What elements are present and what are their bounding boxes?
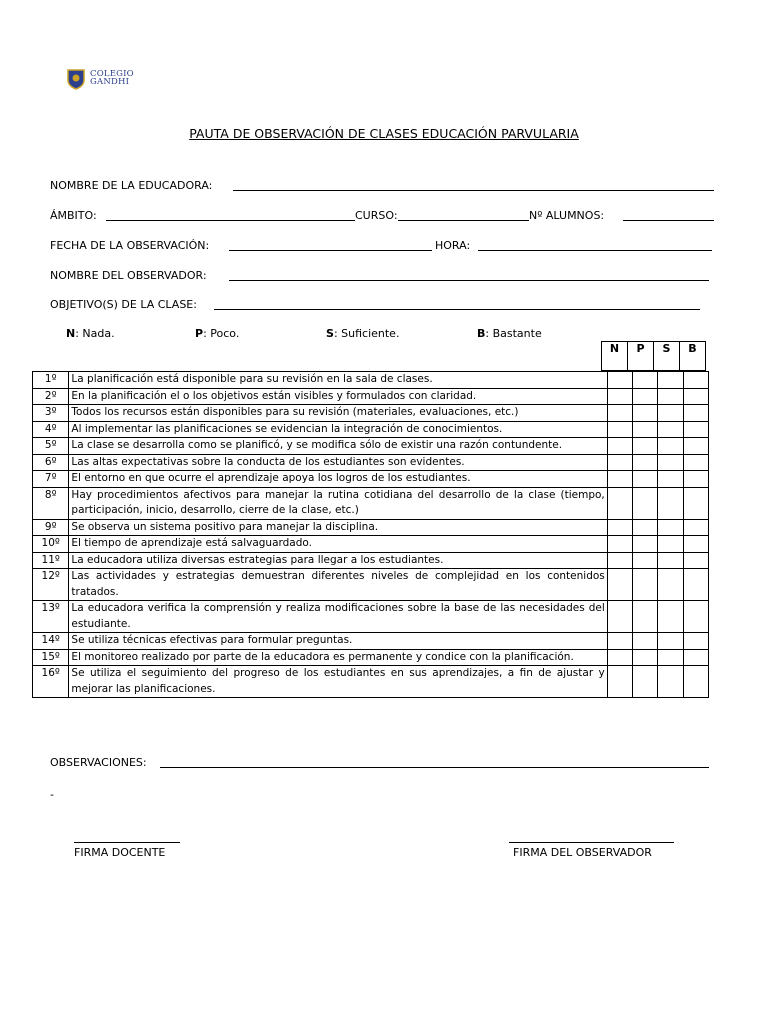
- criterion-number: 6º: [33, 454, 69, 471]
- criterion-text: Las actividades y estrategias demuestran diferentes niveles de complejidad en los contenidos tratados.: [69, 569, 607, 601]
- input-line-educadora[interactable]: [233, 190, 714, 191]
- criterion-number: 10º: [33, 536, 69, 553]
- criterion-number: 8º: [33, 487, 69, 519]
- criterion-number: 12º: [33, 569, 69, 601]
- rating-cell-b[interactable]: [683, 438, 708, 455]
- logo-line2: GANDHI: [90, 77, 130, 87]
- criterion-text: Todos los recursos están disponibles para su revisión (materiales, evaluaciones, etc.): [69, 405, 607, 422]
- criterion-number: 7º: [33, 471, 69, 488]
- rating-cell-n[interactable]: [607, 666, 632, 698]
- label-alumnos: Nº ALUMNOS:: [529, 209, 605, 222]
- criterion-text: El monitoreo realizado por parte de la educadora es permanente y condice con la planificación.: [69, 649, 607, 666]
- rating-cell-p[interactable]: [633, 388, 658, 405]
- table-row: [33, 649, 709, 666]
- rating-cell-b[interactable]: [683, 454, 708, 471]
- table-row: [33, 372, 709, 389]
- rating-cell-p[interactable]: [633, 372, 658, 389]
- rating-cell-p[interactable]: [633, 601, 658, 633]
- criterion-number: 4º: [33, 421, 69, 438]
- dash-mark: -: [50, 788, 54, 801]
- criterion-text: Se utiliza el seguimiento del progreso de los estudiantes en sus aprendizajes, a fin de ajustar y mejorar las planificaciones.: [69, 666, 607, 698]
- criterion-number: 13º: [33, 601, 69, 633]
- table-row: [33, 405, 709, 422]
- rating-cell-n[interactable]: [607, 421, 632, 438]
- label-observador: NOMBRE DEL OBSERVADOR:: [50, 269, 207, 282]
- rating-cell-s[interactable]: [658, 601, 683, 633]
- label-objetivo: OBJETIVO(S) DE LA CLASE:: [50, 298, 197, 311]
- signature-line-docente[interactable]: [74, 842, 180, 843]
- rating-cell-s[interactable]: [658, 438, 683, 455]
- table-row: [33, 601, 709, 633]
- signature-label-docente: FIRMA DOCENTE: [74, 846, 166, 859]
- rating-cell-s[interactable]: [658, 471, 683, 488]
- rating-cell-b[interactable]: [683, 405, 708, 422]
- rating-cell-b[interactable]: [683, 536, 708, 553]
- table-row: [33, 471, 709, 488]
- table-row: [33, 666, 709, 698]
- logo-text: [90, 70, 134, 86]
- rating-cell-s[interactable]: [658, 569, 683, 601]
- scale-header-b: B: [680, 342, 706, 371]
- legend-text: : Poco.: [203, 327, 240, 340]
- input-line-observador[interactable]: [229, 280, 709, 281]
- rating-cell-b[interactable]: [683, 633, 708, 650]
- rating-cell-s[interactable]: [658, 649, 683, 666]
- rating-cell-n[interactable]: [607, 536, 632, 553]
- input-line-ambito[interactable]: [106, 220, 355, 221]
- table-row: [33, 454, 709, 471]
- page-title: PAUTA DE OBSERVACIÓN DE CLASES EDUCACIÓN PARVULARIA: [189, 126, 579, 141]
- rating-cell-n[interactable]: [607, 633, 632, 650]
- criterion-text: La educadora verifica la comprensión y realiza modificaciones sobre la base de las necesidades del estudiante.: [69, 601, 607, 633]
- rating-cell-n[interactable]: [607, 601, 632, 633]
- legend-text: : Bastante: [485, 327, 542, 340]
- logo-line1: COLEGIO: [90, 69, 134, 79]
- rating-cell-p[interactable]: [633, 666, 658, 698]
- table-row: [33, 438, 709, 455]
- criterion-text: Se observa un sistema positivo para manejar la disciplina.: [69, 519, 607, 536]
- rating-cell-s[interactable]: [658, 388, 683, 405]
- rating-cell-p[interactable]: [633, 438, 658, 455]
- label-hora: HORA:: [435, 239, 471, 252]
- criterion-number: 1º: [33, 372, 69, 389]
- rating-cell-n[interactable]: [607, 471, 632, 488]
- criterion-number: 9º: [33, 519, 69, 536]
- rating-cell-s[interactable]: [658, 405, 683, 422]
- rating-cell-b[interactable]: [683, 649, 708, 666]
- criterion-text: Las altas expectativas sobre la conducta de los estudiantes son evidentes.: [69, 454, 607, 471]
- rating-cell-b[interactable]: [683, 519, 708, 536]
- rating-cell-n[interactable]: [607, 552, 632, 569]
- scale-header-n: N: [602, 342, 628, 371]
- legend-key: B: [477, 327, 486, 340]
- rating-cell-n[interactable]: [607, 454, 632, 471]
- criterion-text: El tiempo de aprendizaje está salvaguardado.: [69, 536, 607, 553]
- legend-text: : Suficiente.: [333, 327, 400, 340]
- table-row: [33, 519, 709, 536]
- input-line-alumnos[interactable]: [623, 220, 714, 221]
- rating-cell-n[interactable]: [607, 569, 632, 601]
- criterion-text: En la planificación el o los objetivos están visibles y formulados con claridad.: [69, 388, 607, 405]
- rating-cell-p[interactable]: [633, 552, 658, 569]
- rating-cell-s[interactable]: [658, 372, 683, 389]
- scale-header: [601, 341, 706, 371]
- rating-cell-b[interactable]: [683, 372, 708, 389]
- table-row: [33, 569, 709, 601]
- criterion-text: La clase se desarrolla como se planificó, y se modifica sólo de existir una razón contundente.: [69, 438, 607, 455]
- input-line-objetivo[interactable]: [214, 309, 700, 310]
- criterion-text: El entorno en que ocurre el aprendizaje apoya los logros de los estudiantes.: [69, 471, 607, 488]
- table-row: [33, 536, 709, 553]
- rating-cell-p[interactable]: [633, 633, 658, 650]
- rating-cell-b[interactable]: [683, 388, 708, 405]
- rating-cell-n[interactable]: [607, 388, 632, 405]
- legend-s: [326, 327, 399, 340]
- legend-key: S: [326, 327, 334, 340]
- legend-text: : Nada.: [75, 327, 115, 340]
- legend-key: P: [195, 327, 204, 340]
- table-row: [33, 388, 709, 405]
- table-row: [33, 552, 709, 569]
- rating-cell-s[interactable]: [658, 552, 683, 569]
- table-row: [33, 421, 709, 438]
- criterion-text: Se utiliza técnicas efectivas para formular preguntas.: [69, 633, 607, 650]
- legend-b: [477, 327, 542, 340]
- rating-cell-s[interactable]: [658, 421, 683, 438]
- rating-cell-n[interactable]: [607, 649, 632, 666]
- shield-icon: [66, 68, 86, 90]
- rating-cell-p[interactable]: [633, 487, 658, 519]
- label-curso: CURSO:: [355, 209, 398, 222]
- rating-cell-p[interactable]: [633, 536, 658, 553]
- criterion-number: 15º: [33, 649, 69, 666]
- rating-cell-p[interactable]: [633, 421, 658, 438]
- criterion-number: 2º: [33, 388, 69, 405]
- criterion-text: Al implementar las planificaciones se evidencian la integración de conocimientos.: [69, 421, 607, 438]
- rating-cell-s[interactable]: [658, 633, 683, 650]
- rating-cell-b[interactable]: [683, 471, 708, 488]
- input-line-observaciones[interactable]: [160, 767, 709, 768]
- rating-cell-s[interactable]: [658, 666, 683, 698]
- rating-cell-b[interactable]: [683, 487, 708, 519]
- criterion-number: 5º: [33, 438, 69, 455]
- criterion-number: 16º: [33, 666, 69, 698]
- criterion-number: 3º: [33, 405, 69, 422]
- rating-cell-p[interactable]: [633, 649, 658, 666]
- criterion-text: Hay procedimientos afectivos para manejar la rutina cotidiana del desarrollo de la clase (tiempo, participación, inicio, desarrollo, cierre de la clase, etc.): [69, 487, 607, 519]
- criterion-number: 11º: [33, 552, 69, 569]
- scale-header-p: P: [628, 342, 654, 371]
- input-line-fecha[interactable]: [229, 250, 432, 251]
- rating-cell-n[interactable]: [607, 405, 632, 422]
- rating-cell-b[interactable]: [683, 552, 708, 569]
- rating-cell-s[interactable]: [658, 519, 683, 536]
- label-ambito: ÁMBITO:: [50, 209, 97, 222]
- rating-cell-p[interactable]: [633, 569, 658, 601]
- rating-cell-p[interactable]: [633, 519, 658, 536]
- rating-cell-b[interactable]: [683, 569, 708, 601]
- rating-cell-b[interactable]: [683, 421, 708, 438]
- legend-p: [195, 327, 239, 340]
- label-fecha: FECHA DE LA OBSERVACIÓN:: [50, 239, 210, 252]
- input-line-curso[interactable]: [398, 220, 529, 221]
- criterion-text: La educadora utiliza diversas estrategias para llegar a los estudiantes.: [69, 552, 607, 569]
- legend-n: [66, 327, 115, 340]
- rating-cell-b[interactable]: [683, 601, 708, 633]
- rating-cell-p[interactable]: [633, 405, 658, 422]
- rating-cell-n[interactable]: [607, 372, 632, 389]
- rating-cell-p[interactable]: [633, 471, 658, 488]
- rating-cell-s[interactable]: [658, 454, 683, 471]
- scale-header-s: S: [654, 342, 680, 371]
- criterion-number: 14º: [33, 633, 69, 650]
- rating-cell-b[interactable]: [683, 666, 708, 698]
- legend-key: N: [66, 327, 76, 340]
- label-observaciones: OBSERVACIONES:: [50, 756, 147, 769]
- rating-cell-n[interactable]: [607, 487, 632, 519]
- rating-cell-p[interactable]: [633, 454, 658, 471]
- criteria-table: [32, 371, 709, 698]
- label-educadora: NOMBRE DE LA EDUCADORA:: [50, 179, 213, 192]
- rating-cell-s[interactable]: [658, 536, 683, 553]
- signature-label-observador: FIRMA DEL OBSERVADOR: [513, 846, 652, 859]
- criterion-text: La planificación está disponible para su revisión en la sala de clases.: [69, 372, 607, 389]
- table-row: [33, 487, 709, 519]
- rating-cell-n[interactable]: [607, 519, 632, 536]
- rating-cell-s[interactable]: [658, 487, 683, 519]
- rating-cell-n[interactable]: [607, 438, 632, 455]
- signature-line-observador[interactable]: [509, 842, 674, 843]
- school-logo: [66, 68, 146, 90]
- table-row: [33, 633, 709, 650]
- input-line-hora[interactable]: [478, 250, 712, 251]
